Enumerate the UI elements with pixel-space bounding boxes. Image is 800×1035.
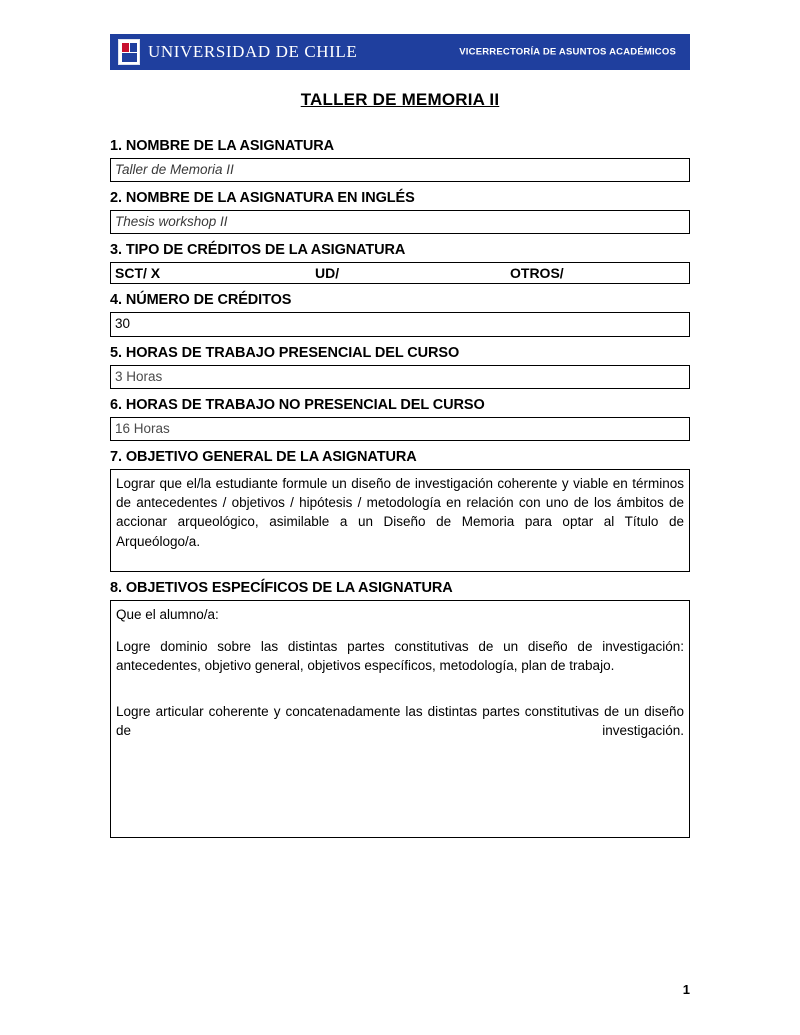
objetivos-especificos-item-2: Logre articular coherente y concatenadamente las distintas partes constitutivas de un diseño de investigación. <box>116 703 684 738</box>
section-heading-3: 3. TIPO DE CRÉDITOS DE LA ASIGNATURA <box>110 242 406 259</box>
field-objetivo-general <box>110 469 690 572</box>
field-numero-creditos: 30 <box>110 312 690 336</box>
section-heading-7: 7. OBJETIVO GENERAL DE LA ASIGNATURA <box>110 449 417 466</box>
field-horas-no-presencial: 16 Horas <box>110 417 690 441</box>
section-heading-2: 2. NOMBRE DE LA ASIGNATURA EN INGLÉS <box>110 190 415 207</box>
section-heading-6: 6. HORAS DE TRABAJO NO PRESENCIAL DEL CURSO <box>110 396 485 413</box>
field-nombre-asignatura-ingles: Thesis workshop II <box>110 210 690 234</box>
section-heading-1: 1. NOMBRE DE LA ASIGNATURA <box>110 138 335 154</box>
page-title: TALLER DE MEMORIA II <box>300 90 500 109</box>
field-tipo-creditos <box>110 262 690 284</box>
field-horas-presencial: 3 Horas <box>110 365 690 389</box>
field-objetivos-especificos <box>110 600 690 838</box>
credit-type-otros: OTROS/ <box>510 265 564 282</box>
page-number: 1 <box>682 982 690 997</box>
document-content <box>110 130 690 838</box>
credit-type-ud: UD/ <box>315 265 340 282</box>
objetivo-general-text: Lograr que el/la estudiante formule un diseño de investigación coherente y viable en términos de antecedentes / objetivos / hipótesis / metodología en relación con uno de los ámbitos de accionar arqueológico, asimilable a un Diseño de Memoria para optar al Título de Arqueólogo/a. <box>116 476 684 549</box>
credit-type-sct: SCT/ X <box>115 265 161 282</box>
section-heading-4: 4. NÚMERO DE CRÉDITOS <box>110 292 292 309</box>
office-name: VICERRECTORÍA DE ASUNTOS ACADÉMICOS <box>459 46 676 58</box>
objetivos-especificos-intro: Que el alumno/a: <box>116 607 219 623</box>
university-name: UNIVERSIDAD DE CHILE <box>148 42 358 61</box>
header-banner <box>110 34 690 70</box>
section-heading-5: 5. HORAS DE TRABAJO PRESENCIAL DEL CURSO <box>110 344 460 361</box>
field-nombre-asignatura: Taller de Memoria II <box>110 158 690 182</box>
university-crest-icon <box>118 39 140 65</box>
section-heading-8: 8. OBJETIVOS ESPECÍFICOS DE LA ASIGNATURA <box>110 580 453 597</box>
objetivos-especificos-item-1: Logre dominio sobre las distintas partes constitutivas de un diseño de investigación: antecedentes, objetivo general, objetivos específicos, metodología, plan de trabajo. <box>116 639 684 674</box>
